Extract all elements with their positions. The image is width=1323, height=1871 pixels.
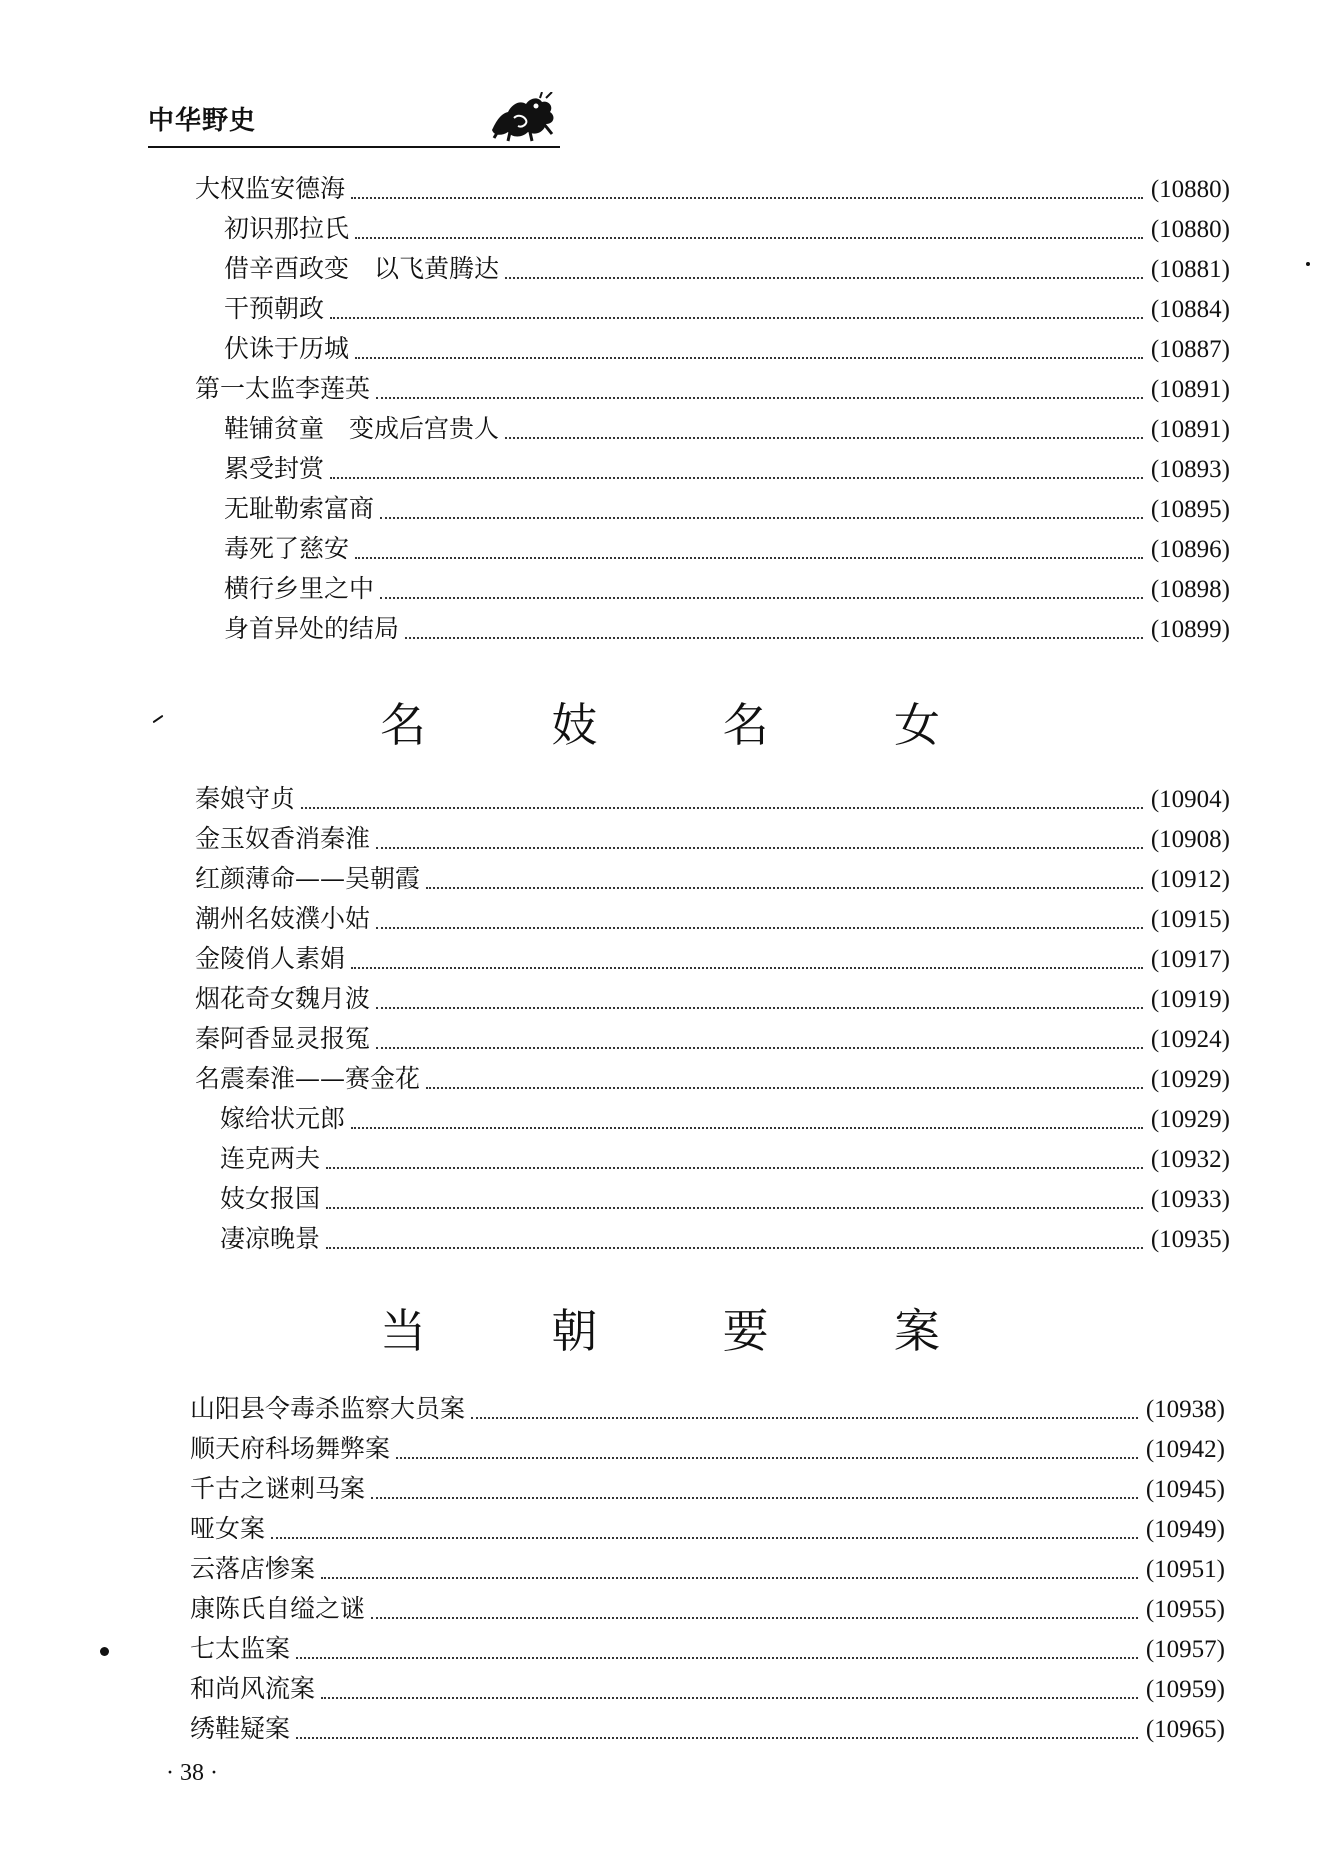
toc-entry <box>190 1632 1225 1666</box>
toc-entry-page: (10887) <box>1150 336 1230 363</box>
toc-entry-title: 秦阿香显灵报冤 <box>195 1024 371 1053</box>
section-heading-char: 女 <box>893 698 940 752</box>
dot-leader <box>271 1537 1138 1539</box>
toc-entry-page: (10959) <box>1145 1676 1225 1703</box>
dot-leader <box>376 397 1143 399</box>
section-heading <box>380 690 940 754</box>
scan-speck <box>153 715 164 724</box>
toc-entry <box>195 172 1230 206</box>
toc-entry <box>220 1102 1230 1136</box>
toc-entry-title: 烟花奇女魏月波 <box>195 984 371 1013</box>
toc-entry <box>195 1022 1230 1056</box>
scan-speck <box>1306 262 1310 266</box>
toc-entry-page: (10935) <box>1150 1226 1230 1253</box>
toc-entry-page: (10880) <box>1150 176 1230 203</box>
toc-entry <box>224 412 1230 446</box>
toc-entry-title: 金陵俏人素娟 <box>195 944 346 973</box>
toc-entry <box>224 292 1230 326</box>
toc-entry-title: 金玉奴香消秦淮 <box>195 824 371 853</box>
toc-entry-title: 妓女报国 <box>220 1184 321 1213</box>
toc-entry <box>195 942 1230 976</box>
toc-entry-page: (10899) <box>1150 616 1230 643</box>
toc-entry-title: 凄凉晚景 <box>220 1224 321 1253</box>
dot-leader <box>326 1247 1143 1249</box>
toc-entry-title: 顺天府科场舞弊案 <box>190 1434 391 1463</box>
toc-entry-title: 七太监案 <box>190 1634 291 1663</box>
toc-entry-title: 第一太监李莲英 <box>195 374 371 403</box>
toc-entry-title: 干预朝政 <box>224 294 325 323</box>
toc-entry-page: (10965) <box>1145 1716 1225 1743</box>
dot-leader <box>296 1737 1138 1739</box>
toc-entry-page: (10891) <box>1150 416 1230 443</box>
dot-leader <box>355 237 1143 239</box>
toc-entry-page: (10880) <box>1150 216 1230 243</box>
toc-entry <box>195 862 1230 896</box>
toc-entry-page: (10929) <box>1150 1106 1230 1133</box>
toc-entry-page: (10938) <box>1145 1396 1225 1423</box>
toc-entry <box>224 532 1230 566</box>
toc-entry-page: (10951) <box>1145 1556 1225 1583</box>
dot-leader <box>376 1007 1143 1009</box>
toc-entry-page: (10898) <box>1150 576 1230 603</box>
toc-entry <box>220 1142 1230 1176</box>
toc-entry <box>190 1592 1225 1626</box>
toc-entry-title: 山阳县令毒杀监察大员案 <box>190 1394 466 1423</box>
dot-leader <box>505 437 1143 439</box>
toc-entry-page: (10884) <box>1150 296 1230 323</box>
dot-leader <box>380 597 1143 599</box>
dot-leader <box>330 477 1143 479</box>
toc-entry <box>195 782 1230 816</box>
dot-leader <box>355 557 1143 559</box>
dot-leader <box>355 357 1143 359</box>
toc-entry-title: 绣鞋疑案 <box>190 1714 291 1743</box>
toc-entry-title: 和尚风流案 <box>190 1674 316 1703</box>
dot-leader <box>326 1167 1143 1169</box>
toc-entry <box>195 1062 1230 1096</box>
toc-entry <box>190 1552 1225 1586</box>
section-heading-char: 名 <box>722 698 769 752</box>
toc-entry-title: 初识那拉氏 <box>224 214 350 243</box>
dot-leader <box>380 517 1143 519</box>
toc-entry <box>224 452 1230 486</box>
toc-entry-title: 哑女案 <box>190 1514 266 1543</box>
dot-leader <box>296 1657 1138 1659</box>
toc-entry <box>190 1512 1225 1546</box>
toc-entry <box>224 612 1230 646</box>
toc-entry-page: (10891) <box>1150 376 1230 403</box>
toc-entry-title: 横行乡里之中 <box>224 574 375 603</box>
section-heading-char: 案 <box>893 1304 940 1358</box>
toc-entry-page: (10955) <box>1145 1596 1225 1623</box>
toc-entry <box>224 572 1230 606</box>
toc-entry-title: 康陈氏自缢之谜 <box>190 1594 366 1623</box>
running-header <box>148 92 560 150</box>
toc-entry-page: (10904) <box>1150 786 1230 813</box>
toc-entry-page: (10908) <box>1150 826 1230 853</box>
toc-entry <box>220 1182 1230 1216</box>
toc-entry-title: 潮州名妓濮小姑 <box>195 904 371 933</box>
section-heading-char: 妓 <box>551 698 598 752</box>
toc-entry <box>220 1222 1230 1256</box>
toc-entry-page: (10912) <box>1150 866 1230 893</box>
toc-entry-title: 连克两夫 <box>220 1144 321 1173</box>
toc-entry <box>195 902 1230 936</box>
toc-entry <box>195 822 1230 856</box>
dot-leader <box>351 967 1143 969</box>
toc-entry-title: 名震秦淮——赛金花 <box>195 1064 421 1093</box>
toc-entry-page: (10896) <box>1150 536 1230 563</box>
toc-entry-title: 嫁给状元郎 <box>220 1104 346 1133</box>
toc-entry <box>190 1712 1225 1746</box>
toc-entry-title: 鞋铺贫童 变成后宫贵人 <box>224 414 500 443</box>
toc-entry-title: 借辛酉政变 以飞黄腾达 <box>224 254 500 283</box>
dot-leader <box>405 637 1143 639</box>
toc-entry <box>224 492 1230 526</box>
toc-entry <box>224 332 1230 366</box>
dot-leader <box>396 1457 1138 1459</box>
toc-entry <box>190 1392 1225 1426</box>
toc-entry-title: 累受封赏 <box>224 454 325 483</box>
toc-entry-page: (10942) <box>1145 1436 1225 1463</box>
toc-entry <box>190 1472 1225 1506</box>
toc-entry-page: (10957) <box>1145 1636 1225 1663</box>
dot-leader <box>326 1207 1143 1209</box>
toc-entry-page: (10924) <box>1150 1026 1230 1053</box>
dragon-emblem-icon <box>486 92 560 142</box>
book-title: 中华野史 <box>148 106 257 136</box>
toc-entry-page: (10949) <box>1145 1516 1225 1543</box>
toc-entry-title: 千古之谜刺马案 <box>190 1474 366 1503</box>
header-rule <box>148 146 560 148</box>
toc-entry-page: (10919) <box>1150 986 1230 1013</box>
section-heading-char: 要 <box>722 1304 769 1358</box>
dot-leader <box>505 277 1143 279</box>
toc-entry-page: (10917) <box>1150 946 1230 973</box>
dot-leader <box>321 1577 1138 1579</box>
section-heading <box>380 1296 940 1360</box>
dot-leader <box>321 1697 1138 1699</box>
toc-entry <box>195 982 1230 1016</box>
dot-leader <box>376 927 1143 929</box>
dot-leader <box>351 197 1143 199</box>
toc-entry-title: 云落店惨案 <box>190 1554 316 1583</box>
toc-entry-page: (10945) <box>1145 1476 1225 1503</box>
toc-entry-page: (10933) <box>1150 1186 1230 1213</box>
toc-entry <box>190 1432 1225 1466</box>
section-heading-char: 名 <box>380 698 426 752</box>
dot-leader <box>371 1497 1138 1499</box>
toc-entry-title: 红颜薄命——吴朝霞 <box>195 864 421 893</box>
toc-entry-title: 身首异处的结局 <box>224 614 400 643</box>
toc-entry-page: (10915) <box>1150 906 1230 933</box>
toc-entry <box>224 212 1230 246</box>
page-number: · 38 · <box>166 1760 218 1786</box>
dot-leader <box>301 807 1143 809</box>
toc-entry-page: (10929) <box>1150 1066 1230 1093</box>
toc-entry-page: (10895) <box>1150 496 1230 523</box>
dot-leader <box>426 1087 1143 1089</box>
dot-leader <box>351 1127 1143 1129</box>
dot-leader <box>471 1417 1138 1419</box>
toc-entry-page: (10881) <box>1150 256 1230 283</box>
section-heading-char: 朝 <box>551 1304 598 1358</box>
scan-speck <box>100 1647 109 1656</box>
toc-entry-page: (10893) <box>1150 456 1230 483</box>
dot-leader <box>426 887 1143 889</box>
toc-entry-title: 秦娘守贞 <box>195 784 296 813</box>
toc-entry-title: 无耻勒索富商 <box>224 494 375 523</box>
toc-entry <box>224 252 1230 286</box>
toc-entry-title: 伏诛于历城 <box>224 334 350 363</box>
toc-entry-page: (10932) <box>1150 1146 1230 1173</box>
toc-entry-title: 毒死了慈安 <box>224 534 350 563</box>
dot-leader <box>330 317 1143 319</box>
toc-entry-title: 大权监安德海 <box>195 174 346 203</box>
dot-leader <box>376 847 1143 849</box>
dot-leader <box>371 1617 1138 1619</box>
toc-entry <box>190 1672 1225 1706</box>
dot-leader <box>376 1047 1143 1049</box>
toc-entry <box>195 372 1230 406</box>
section-heading-char: 当 <box>380 1304 426 1358</box>
